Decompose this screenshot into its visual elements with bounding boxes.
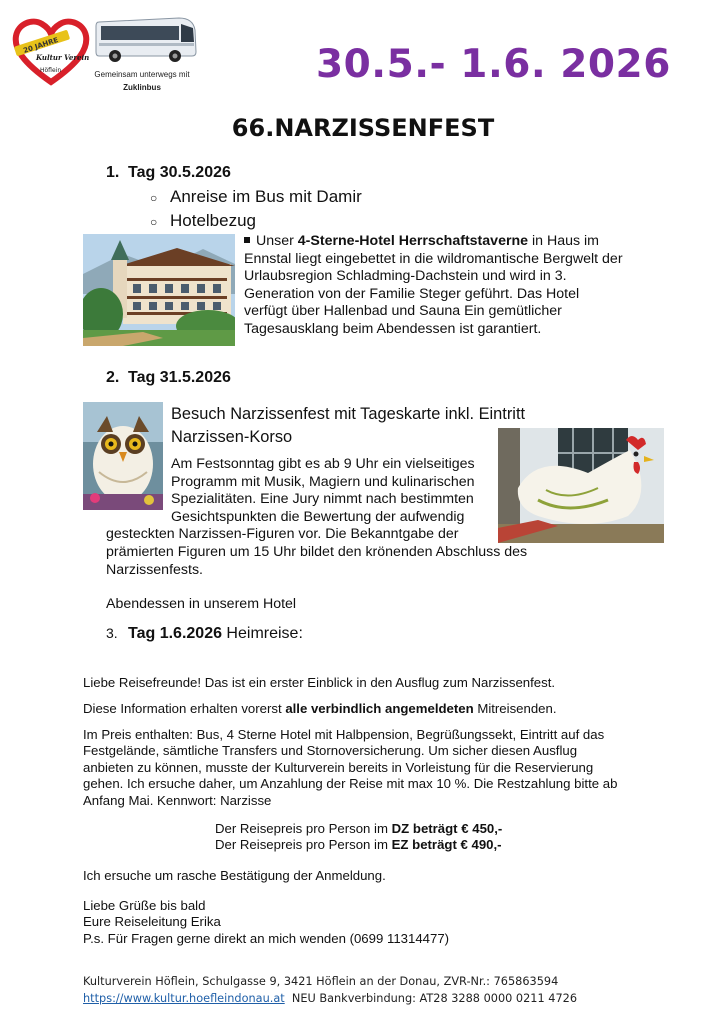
day2-number: 2. bbox=[106, 369, 120, 386]
hotel-intro: Unser bbox=[256, 233, 298, 249]
day1-heading-text: Tag 30.5.2026 bbox=[128, 164, 231, 181]
price-line: anbieten zu können, musste der Kulturverein bereits in Vorleistung für die Reservierung bbox=[83, 759, 594, 775]
day2-heading bbox=[106, 369, 231, 387]
day2-line: gesteckten Narzissen-Figuren vor. Die Bekanntgabe der bbox=[106, 526, 459, 543]
hotel-name: 4-Sterne-Hotel Herrschaftstaverne bbox=[297, 233, 529, 249]
day2-line: Gesichtspunkten die Bewertung der aufwendig bbox=[171, 508, 465, 525]
list-item bbox=[150, 187, 362, 207]
price-ez-pre: Der Reisepreis pro Person im bbox=[215, 837, 392, 852]
day2-sub-line-1: Besuch Narzissenfest mit Tageskarte inkl. Eintritt bbox=[171, 405, 526, 423]
signature-line-2: Eure Reiseleitung Erika bbox=[83, 914, 221, 930]
day2-line: Spezialitäten. Eine Jury nimmt nach bestimmten bbox=[171, 491, 474, 508]
kulturverein-logo bbox=[12, 18, 90, 86]
list-item bbox=[150, 211, 256, 231]
day1-item-2: Hotelbezug bbox=[170, 211, 257, 230]
square-bullet-icon bbox=[244, 237, 250, 243]
caption-line-2: Zuklinbus bbox=[123, 83, 161, 92]
price-line: Anfang Mai. Kennwort: Narzisse bbox=[83, 792, 272, 808]
bank-info: NEU Bankverbindung: AT28 3288 0000 0211 4726 bbox=[284, 992, 578, 1005]
day2-subheading bbox=[171, 403, 525, 449]
bus-image bbox=[93, 12, 198, 64]
day2-line: Programm mit Musik, Magiern und kulinarischen bbox=[171, 473, 475, 490]
page-title: 66.NARZISSENFEST bbox=[231, 114, 495, 142]
day2-description bbox=[106, 456, 528, 579]
day2-line: prämierten Figuren um 15 Uhr bildet den krönenden Abschluss des bbox=[106, 543, 528, 560]
day2-heading-text: Tag 31.5.2026 bbox=[128, 369, 231, 386]
price-line: gehen. Ich ersuche daher, um Anzahlung der Reise mit max 10 %. Die Restzahlung bitte ab bbox=[83, 776, 618, 792]
price-ez-amount: EZ beträgt € 490,- bbox=[391, 837, 502, 852]
logo-place-text: Höflein bbox=[40, 67, 62, 74]
day1-item-1: Anreise im Bus mit Damir bbox=[170, 187, 362, 206]
day3-heading-rest: Heimreise: bbox=[221, 625, 303, 642]
day3-heading-text: Tag 1.6.2026 bbox=[128, 625, 222, 642]
price-line: Festgelände, sämtliche Transfers und Stornoversicherung. Um sicher diesen Ausflug bbox=[83, 743, 578, 759]
dinner-note: Abendessen in unserem Hotel bbox=[106, 596, 297, 612]
circle-bullet-icon: ○ bbox=[150, 191, 158, 205]
footer bbox=[83, 973, 577, 1007]
hotel-line: Urlaubsregion Schladming-Dachstein und wird in 3. bbox=[244, 268, 567, 285]
hotel-line: Tagesausklang beim Abendessen ist garantiert. bbox=[244, 320, 542, 337]
day2-sub-line-2: Narzissen-Korso bbox=[171, 428, 293, 446]
notice-post: Mitreisenden. bbox=[473, 701, 557, 716]
hen-figure-photo bbox=[498, 428, 664, 543]
circle-bullet-icon: ○ bbox=[150, 215, 158, 229]
price-dz bbox=[215, 821, 502, 837]
hotel-line: Generation von der Familie Steger geführt. Das Hotel bbox=[244, 285, 580, 302]
price-dz-pre: Der Reisepreis pro Person im bbox=[215, 821, 392, 836]
hotel-line-1-rest: in Haus im bbox=[528, 233, 600, 249]
day2-line: Narzissenfests. bbox=[106, 561, 203, 578]
hotel-photo bbox=[83, 234, 235, 346]
notice-bold: alle verbindlich angemeldeten bbox=[285, 701, 474, 716]
request-text: Ich ersuche um rasche Bestätigung der Anmeldung. bbox=[83, 868, 386, 883]
hotel-line: Ennstal liegt eingebettet in die wildromantische Bergwelt der bbox=[244, 250, 623, 267]
signature-line-1: Liebe Grüße bis bald bbox=[83, 898, 206, 913]
day3-number: 3. bbox=[106, 625, 118, 641]
price-ez bbox=[215, 837, 502, 853]
logo-badge-text: 20 JAHRE bbox=[22, 36, 60, 55]
notice-text bbox=[83, 701, 557, 717]
day2-line: Am Festsonntag gibt es ab 9 Uhr ein vielseitiges bbox=[171, 456, 475, 472]
website-link[interactable]: https://www.kultur.hoefleindonau.at bbox=[83, 992, 285, 1005]
ps-line: P.s. Für Fragen gerne direkt an mich wenden (0699 11314477) bbox=[83, 930, 450, 946]
caption-line-1: Gemeinsam unterwegs mit bbox=[94, 70, 190, 79]
price-dz-amount: DZ beträgt € 450,- bbox=[391, 821, 503, 836]
logo-caption bbox=[82, 68, 202, 94]
footer-address: Kulturverein Höflein, Schulgasse 9, 3421 Höflein an der Donau, ZVR-Nr.: 765863594 bbox=[83, 975, 559, 988]
notice-pre: Diese Information erhalten vorerst bbox=[83, 701, 286, 716]
greeting-text: Liebe Reisefreunde! Das ist ein erster Einblick in den Ausflug zum Narzissenfest. bbox=[83, 675, 556, 690]
day1-heading bbox=[106, 164, 231, 182]
price-line: Im Preis enthalten: Bus, 4 Sterne Hotel mit Halbpension, Begrüßungssekt, Eintritt auf das bbox=[83, 727, 605, 742]
logo-name-text: Kultur Verein bbox=[36, 53, 90, 62]
day3-heading bbox=[106, 625, 303, 643]
date-range-title: 30.5.- 1.6. 2026 bbox=[316, 42, 671, 87]
day1-number: 1. bbox=[106, 164, 120, 181]
price-info bbox=[83, 727, 653, 809]
hotel-description bbox=[244, 233, 664, 339]
signature bbox=[83, 898, 449, 947]
hotel-line: verfügt über Hallenbad und Sauna Ein gemütlicher bbox=[244, 303, 562, 320]
